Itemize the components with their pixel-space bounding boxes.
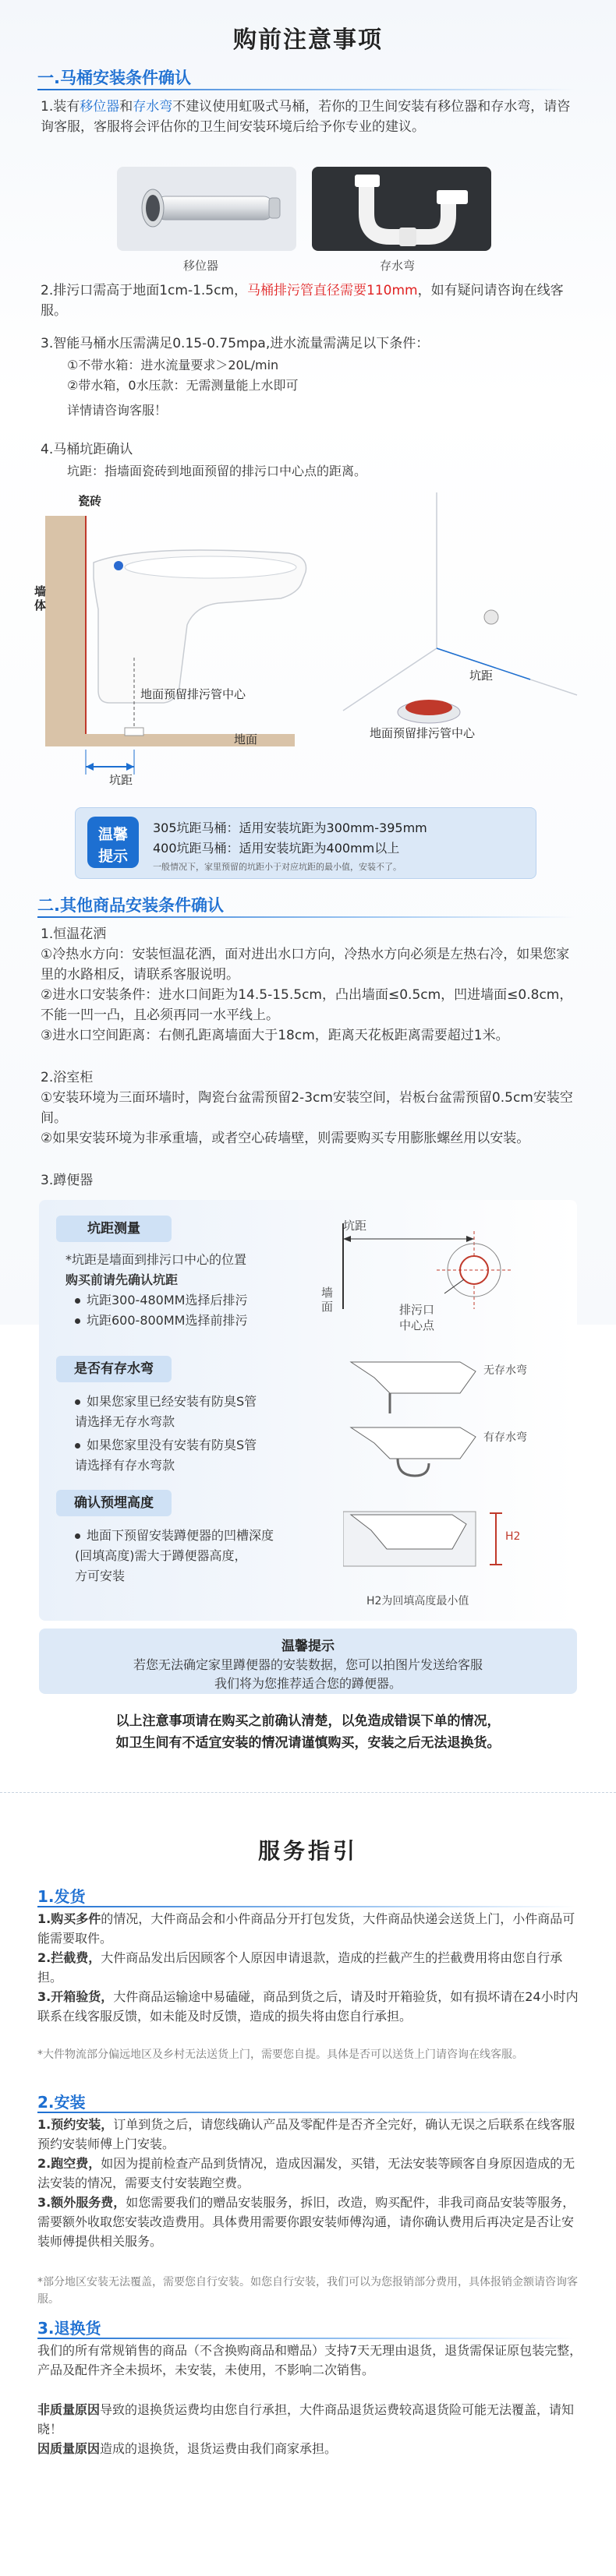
reserved-outlet-cap bbox=[405, 700, 452, 715]
s3-p2-text: 导致的退换货运费均由您自行承担，大件商品退货运费较高退货险可能无法覆盖，请知晓！ bbox=[37, 2402, 575, 2437]
p2-text-a: 2.排污口需高于地面1cm-1.5cm， bbox=[41, 283, 248, 298]
d1-pitch: 坑距 bbox=[343, 1219, 367, 1233]
section1-p3-title: 3.智能马桶水压需满足0.15-0.75mpa,进水流量需满足以下条件： bbox=[41, 336, 430, 351]
p1-text-b: 不建议使用虹吸式马桶，若你的卫生间安装有移位器和存水弯，请咨询客服，客服将会评估你的卫生间安装环境后给予你专业的建议。 bbox=[41, 99, 571, 135]
d1-wall: 墙面 bbox=[321, 1286, 334, 1314]
p1-text-a: 1.装有 bbox=[41, 99, 80, 115]
sq-outlet-pointer bbox=[444, 1279, 464, 1293]
p1-shifter: 移位器 bbox=[80, 99, 120, 115]
service-s3-p2 bbox=[37, 2400, 583, 2439]
section1-underline bbox=[37, 89, 575, 90]
diag-pitch-3d: 坑距 bbox=[469, 669, 494, 683]
p1-trap: 存水弯 bbox=[133, 99, 173, 115]
t2-l1 bbox=[75, 1392, 257, 1411]
service-s1-p2 bbox=[37, 1948, 583, 1987]
s2-p3-bold: 3.额外服务费， bbox=[37, 2195, 126, 2210]
d1-outlet-2: 中心点 bbox=[399, 1318, 435, 1332]
trap-caption: 存水弯 bbox=[380, 259, 416, 273]
s1-p2-text: 大件商品发出后因顾客个人原因申请退款，造成的拦截产生的拦截费用将由您自行承担。 bbox=[37, 1950, 563, 1985]
section2-heading: 二.其他商品安装条件确认 bbox=[37, 896, 224, 915]
p1-and: 和 bbox=[119, 99, 133, 115]
section-divider bbox=[0, 1792, 616, 1793]
t2-l2-text: 如果您家里没有安装有防臭S管 bbox=[87, 1438, 257, 1452]
angle-valve bbox=[484, 610, 498, 624]
d2-no-trap: 无存水弯 bbox=[483, 1364, 527, 1377]
shifter-image bbox=[117, 167, 296, 251]
tag-pitch: 坑距测量 bbox=[56, 1216, 172, 1242]
s2-h1: 1.恒温花洒 bbox=[41, 926, 107, 942]
s2-p3-text: 如您需要我们的赠品安装服务，拆旧，改造，购买配件，非我司商品安装等服务，需要额外收取您安装改造费用。具体费用需要你跟安装师傅沟通，请你确认费用后再决定是否让安装师傅提供相关服务。 bbox=[37, 2195, 575, 2249]
sq-arrow-right bbox=[466, 1236, 474, 1242]
service-s2: 2.安装 bbox=[37, 2093, 86, 2112]
service-s2-underline bbox=[37, 2112, 575, 2113]
pitch-arrow-right bbox=[126, 763, 134, 771]
squat-no-trap bbox=[351, 1362, 476, 1393]
service-s3-p3 bbox=[37, 2439, 583, 2458]
service-s3-underline bbox=[37, 2338, 575, 2339]
s2-p1-bold: 1.预约安装， bbox=[37, 2117, 114, 2132]
service-s1-note: *大件物流部分偏远地区及乡村无法送货上门，需要您自提。具体是否可以送货上门请咨询在线客服。 bbox=[37, 2048, 523, 2061]
squat-tip-2: 我们将为您推荐适合您的蹲便器。 bbox=[214, 1676, 402, 1691]
section1-p1 bbox=[41, 97, 579, 137]
confirm-line-2: 如卫生间有不适宜安装的情况请谨慎购买，安装之后无法退换货。 bbox=[115, 1735, 501, 1751]
d3-h2: H2 bbox=[505, 1530, 521, 1543]
diag-floor: 地面 bbox=[234, 732, 258, 746]
trap-image bbox=[312, 167, 491, 251]
d1-outlet-1: 排污口 bbox=[399, 1303, 435, 1317]
wall-block bbox=[45, 516, 86, 742]
t3-l3: 方可安装 bbox=[75, 1569, 126, 1583]
section1-p4-title: 4.马桶坑距确认 bbox=[41, 442, 133, 457]
s2-h1-l3: ③进水口空间距离：右侧孔距离墙面大于18cm，距离天花板距离需要超过1米。 bbox=[41, 1028, 509, 1043]
sq-arrow-left bbox=[343, 1236, 351, 1242]
service-s1-p3 bbox=[37, 1987, 583, 2026]
s2-h1-l1: ①冷热水方向：安装恒温花洒，面对进出水口方向，冷热水方向必须是左热右冷，如果您家里的水路相反，请联系客服说明。 bbox=[41, 947, 570, 983]
s1-p1-bold: 1.购买多件 bbox=[37, 1911, 101, 1926]
p2-text-b: ，如有疑问请咨询在线客服。 bbox=[41, 283, 564, 319]
service-s2-note: *部分地区安装无法覆盖，需要您自行安装。如您自行安装，我们可以为您报销部分费用，具体报销金额请咨询客服。 bbox=[37, 2276, 578, 2306]
t3-l1 bbox=[75, 1526, 274, 1545]
tip-badge-line1: 温馨 bbox=[97, 826, 128, 843]
t2-l1-text: 如果您家里已经安装有防臭S管 bbox=[87, 1394, 257, 1409]
service-s2-p1 bbox=[37, 2115, 583, 2154]
s3-p3-bold: 因质量原因 bbox=[37, 2441, 101, 2456]
s2-p2-bold: 2.跑空费， bbox=[37, 2156, 101, 2171]
shifter-caption: 移位器 bbox=[183, 259, 219, 273]
diag-tile: 瓷砖 bbox=[78, 494, 102, 508]
service-s1: 1.发货 bbox=[37, 1887, 86, 1906]
t3-l1-text: 地面下预留安装蹲便器的凹槽深度 bbox=[87, 1528, 274, 1543]
diag-reserved: 地面预留排污管中心 bbox=[370, 726, 476, 740]
t3-l2: (回填高度)需大于蹲便器高度， bbox=[75, 1548, 247, 1563]
t1-l3-text: 坑距300-480MM选择后排污 bbox=[87, 1293, 248, 1307]
service-s2-p3 bbox=[37, 2193, 583, 2251]
squat-tip-title: 温馨提示 bbox=[281, 1639, 335, 1654]
with-trap-pipe bbox=[398, 1459, 429, 1476]
s2-p2-text: 如因为提前检查产品到货情况，造成因漏发，买错，无法安装等顾客自身原因造成的无法安装的情况，需要支付安装跑空费。 bbox=[37, 2156, 575, 2190]
diag-pitch: 坑距 bbox=[109, 773, 133, 787]
p2-pipe-diameter: 马桶排污管直径需要110mm bbox=[247, 283, 418, 298]
height-diagram bbox=[343, 1496, 561, 1590]
d2-with-trap: 有存水弯 bbox=[483, 1431, 527, 1444]
service-s1-underline bbox=[37, 1906, 575, 1907]
section1-heading: 一.马桶安装条件确认 bbox=[37, 69, 191, 87]
d3-caption: H2为回填高度最小值 bbox=[366, 1595, 469, 1607]
service-s2-p2 bbox=[37, 2154, 583, 2193]
service-title: 服务指引 bbox=[257, 1838, 358, 1864]
t1-l4-text: 坑距600-800MM选择前排污 bbox=[87, 1313, 248, 1328]
shifter-illustration bbox=[117, 167, 296, 251]
trap-diagrams bbox=[343, 1346, 561, 1479]
pitch-diagram bbox=[31, 485, 593, 796]
s3-p2-bold: 非质量原因 bbox=[37, 2402, 101, 2417]
s2-h2-l1: ①安装环境为三面环墙时，陶瓷台盆需预留2-3cm安装空间，岩板台盆需预留0.5cm安装空间。 bbox=[41, 1090, 573, 1126]
service-s3: 3.退换货 bbox=[37, 2319, 101, 2338]
squat-with-trap bbox=[351, 1427, 476, 1459]
floor-outlet bbox=[125, 728, 143, 736]
s2-h1-l2: ②进水口安装条件：进水口间距为14.5-15.5cm，凸出墙面≤0.5cm，凹进墙面≤0.8cm，不能一凹一凸，且必须再同一水平线上。 bbox=[41, 987, 573, 1023]
tip-line-3: 一般情况下，家里预留的坑距小于对应坑距的最小值，安装不了。 bbox=[153, 862, 402, 872]
t2-l2b: 请选择有存水弯款 bbox=[75, 1458, 175, 1473]
pitch-arrow-left bbox=[86, 763, 94, 771]
tip-badge-line2: 提示 bbox=[97, 848, 128, 865]
tip-line-2: 400坑距马桶：适用安装坑距为400mm以上 bbox=[153, 841, 400, 856]
section1-p2 bbox=[41, 281, 579, 321]
tag-trap: 是否有存水弯 bbox=[56, 1356, 172, 1382]
service-s1-p1 bbox=[37, 1909, 583, 1948]
t1-l1: *坑距是墙面到排污口中心的位置 bbox=[65, 1252, 247, 1267]
tag-height: 确认预埋高度 bbox=[56, 1490, 172, 1516]
t2-l1b: 请选择无存水弯款 bbox=[75, 1414, 175, 1429]
t1-l2: 购买前请先确认坑距 bbox=[65, 1272, 179, 1287]
diag-wall: 墙体 bbox=[34, 584, 47, 612]
s2-h2: 2.浴室柜 bbox=[41, 1070, 94, 1085]
tip-line-1: 305坑距马桶：适用安装坑距为300mm-395mm bbox=[153, 820, 427, 835]
s1-p2-bold: 2.拦截费， bbox=[37, 1950, 101, 1965]
s2-h3: 3.蹲便器 bbox=[41, 1173, 94, 1188]
toilet-sensor bbox=[114, 561, 123, 570]
section1-p3-l2: ②带水箱，0水压款：无需测量能上水即可 bbox=[67, 378, 299, 393]
s1-p1-text: 的情况，大件商品会和小件商品分开打包发货，大件商品快递会送货上门，小件商品可能需要取件。 bbox=[37, 1911, 575, 1946]
diag-center: 地面预留排污管中心 bbox=[140, 687, 246, 701]
service-s3-p1: 我们的所有常规销售的商品（不含换购商品和赠品）支持7天无理由退货，退货需保证原包装完整，产品及配件齐全未损坏，未安装，未使用，不影响二次销售。 bbox=[37, 2343, 582, 2377]
s2-p1-text: 订单到货之后，请您线确认产品及零配件是否齐全完好，确认无误之后联系在线客服预约安装师傅上门安装。 bbox=[37, 2117, 575, 2151]
toilet-seat bbox=[125, 556, 296, 578]
section1-p3-l1: ①不带水箱：进水流量要求＞20L/min bbox=[67, 358, 279, 372]
s1-p3-bold: 3.开箱验货， bbox=[37, 1989, 114, 2004]
t1-l3 bbox=[75, 1290, 247, 1310]
page-title: 购前注意事项 bbox=[233, 26, 383, 54]
s2-h2-l2: ②如果安装环境为非承重墙，或者空心砖墙壁，则需要购买专用膨胀螺丝用以安装。 bbox=[41, 1131, 530, 1146]
confirm-line-1: 以上注意事项请在购买之前确认清楚，以免造成错误下单的情况， bbox=[115, 1713, 501, 1729]
section1-p4-desc: 坑距：指墙面瓷砖到地面预留的排污口中心点的距离。 bbox=[67, 464, 367, 478]
section2-underline bbox=[37, 916, 575, 918]
t2-l2 bbox=[75, 1435, 257, 1455]
s3-p3-text: 造成的退换货，退货运费由我们商家承担。 bbox=[100, 2441, 338, 2456]
t1-l4 bbox=[75, 1311, 247, 1330]
squat-tip-1: 若您无法确定家里蹲便器的安装数据，您可以拍图片发送给客服 bbox=[133, 1657, 483, 1672]
section1-p3-l3: 详情请咨询客服！ bbox=[67, 403, 168, 418]
trap-illustration bbox=[312, 167, 491, 251]
s1-p3-text: 大件商品运输途中易磕碰，商品到货之后，请及时开箱验货，如有损坏请在24小时内联系在线客服反馈，如未能及时反馈，造成的损失将由您自行承担。 bbox=[37, 1989, 579, 2024]
